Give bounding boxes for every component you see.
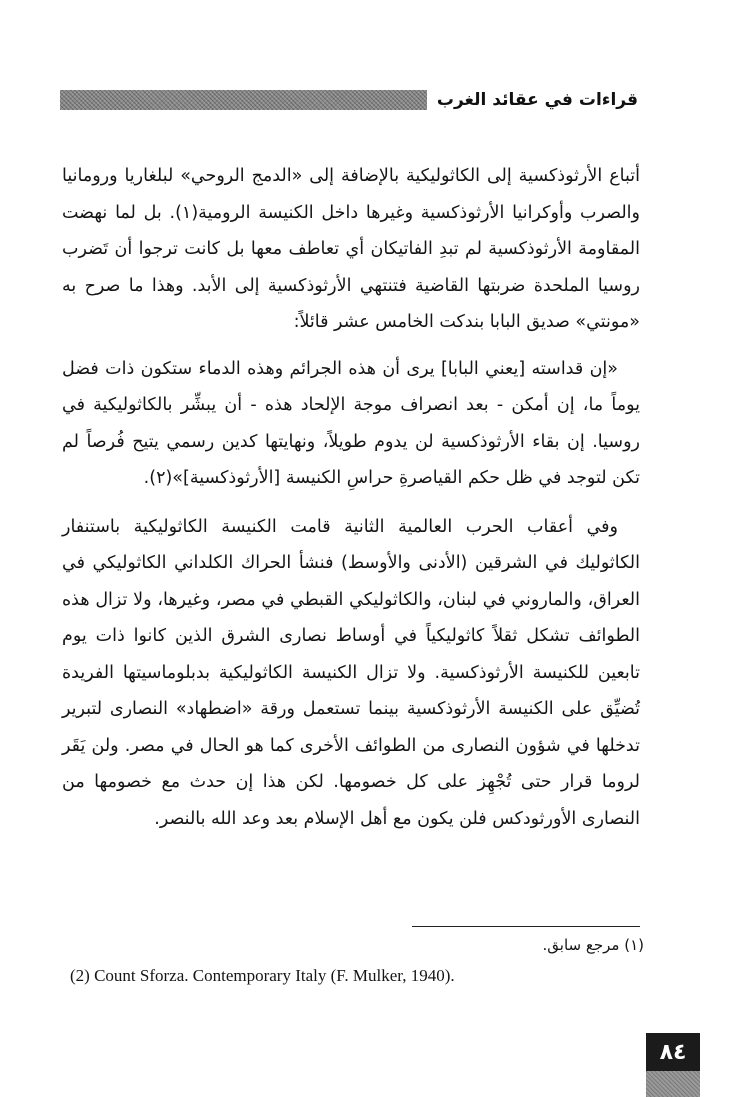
running-header-title: قراءات في عقائد الغرب — [436, 90, 638, 110]
page-number-decoration — [646, 1071, 700, 1097]
footnote-separator — [412, 926, 640, 927]
quote-paragraph: «إن قداسته [يعني البابا] يرى أن هذه الجرائم وهذه الدماء ستكون ذات فضل يوماً ما، إن أمكن - بعد انصراف موجة الإلحاد هذه - أن يبشِّر بالكاثوليكية في روسيا. إن بقاء الأرثوذكسية لن يدوم طويلاً، ونهايتها كدين رسمي يتيح فُرصاً لم تكن لتوجد في ظل حكم القياصرةِ حراسِ الكنيسة [الأرثوذكسية]»(٢). — [62, 358, 640, 488]
footnote-1: (١) مرجع سابق. — [542, 936, 644, 954]
paragraph-1: أتباع الأرثوذكسية إلى الكاثوليكية بالإضافة إلى «الدمج الروحي» لبلغاريا ورومانيا والصرب وأوكرانيا الأرثوذكسية وغيرها داخل الكنيسة الرومية(١). بل لما نهضت المقاومة الأرثوذكسية لم تبدِ الفاتيكان أي تعاطف معها بل كانت ترجوا أن تَضرب روسيا الملحدة ضربتها القاضية فتنتهي الأرثوذكسية إلى الأبد. وهذا ما صرح به «مونتي» صديق البابا بندكت الخامس عشر قائلاً: — [62, 166, 640, 332]
paragraph-2: وفي أعقاب الحرب العالمية الثانية قامت الكنيسة الكاثوليكية باستنفار الكاثوليك في الشرقين (الأدنى والأوسط) فنشأ الحراك الكلداني الكاثوليكي في العراق، والماروني في لبنان، والكاثوليكي القبطي في مصر، وغيرها، ولا تزال هذه الطوائف تشكل ثقلاً كاثوليكياً في أوساط نصارى الشرق الذين كانوا ذات يوم تابعين للكنيسة الأرثوذكسية. ولا تزال الكنيسة الكاثوليكية بدبلوماسيتها الفريدة تُضيِّق على الكنيسة الأرثوذكسية بينما تستعمل ورقة «اضطهاد» النصارى لتبرير تدخلها في شؤون النصارى من الطوائف الأخرى كما هو الحال في مصر. ولن يَقَر لروما قرار حتى تُجْهِز على كل خصومها. لكن هذا إن حدث مع خصومها من النصارى الأورثودكس فلن يكون مع أهل الإسلام بعد وعد الله بالنصر. — [62, 516, 640, 829]
footnote-2: (2) Count Sforza. Contemporary Italy (F. Mulker, 1940). — [70, 966, 455, 985]
page-number: ٨٤ — [646, 1033, 700, 1071]
body-text — [62, 158, 640, 837]
running-header — [60, 84, 638, 116]
header-decorative-bar — [60, 90, 427, 110]
